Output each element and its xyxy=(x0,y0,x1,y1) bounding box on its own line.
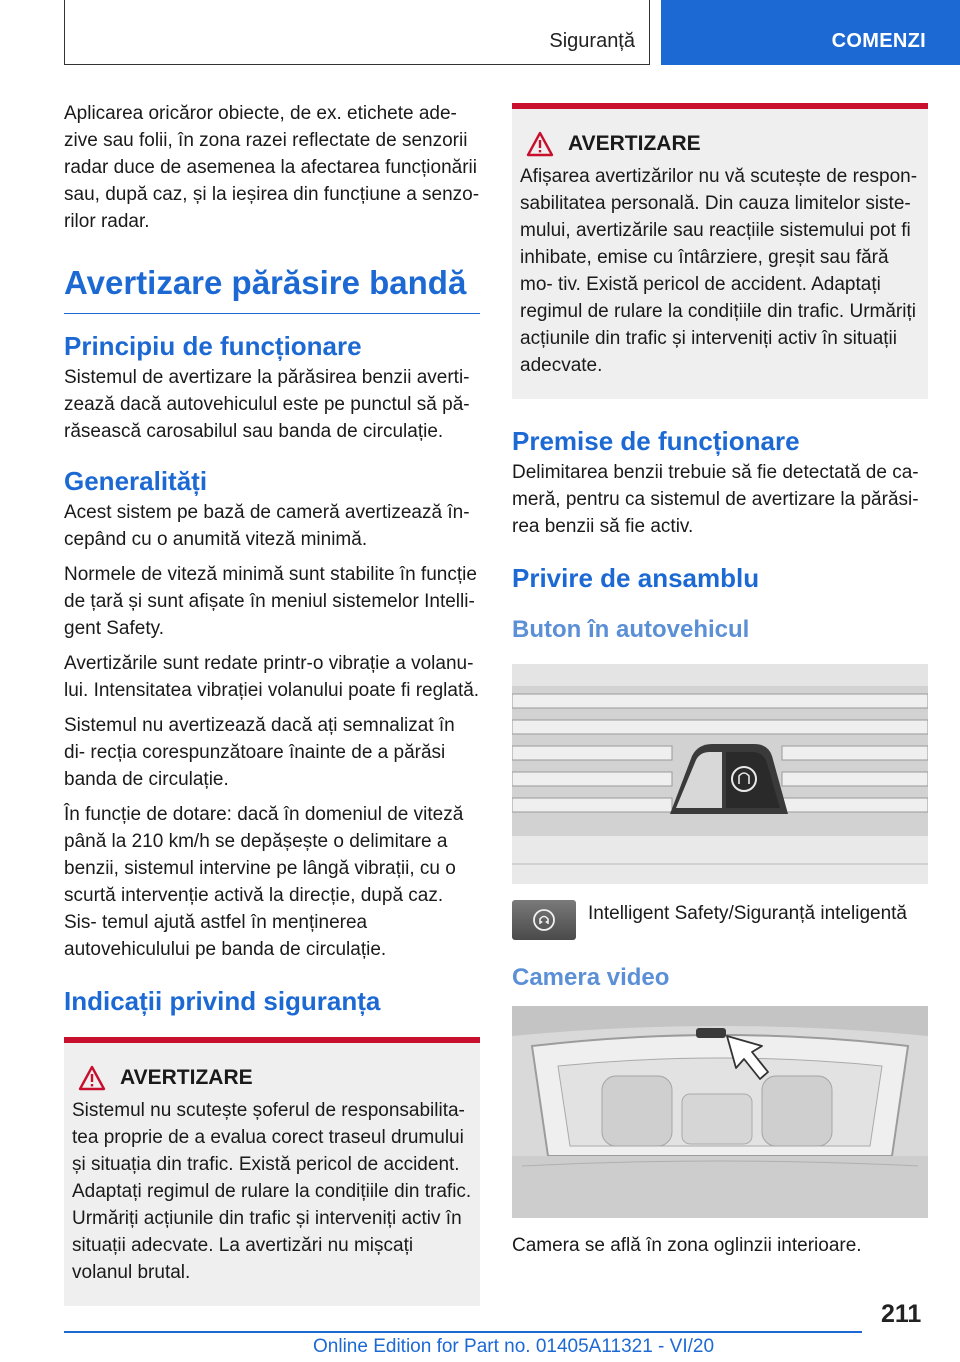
intelligent-safety-icon xyxy=(512,900,576,940)
paragraph-gen-3: Avertizările sunt redate printr-o vibrație a volanu- lui. Intensitatea vibrației volanului poate fi reglată. xyxy=(64,653,480,701)
warning-box-right xyxy=(512,103,928,399)
warning-text-left: Sistemul nu scutește șoferul de responsabilita- tea proprie de a evalua corect traseul drumului și situația din trafic. Există pericol de accident. Adaptați regimul de rulare la condițiile din trafic. Urmăriți acțiunile din trafic și interveniți activ în situații adecvate. La avertizări nu mișcați volanul brutal. xyxy=(72,1100,472,1283)
footer-divider xyxy=(64,1331,862,1333)
paragraph-gen-5: În funcție de dotare: dacă în domeniul de viteză până la 210 km/h se depășește o delimitare a benzii, sistemul intervine pe lângă vibrații, cu o scurtă intervenție activă la direcție, după caz. Sis- temul ajută astfel în menținerea autovehiculului pe banda de circulație. xyxy=(64,804,464,960)
footer-edition: Online Edition for Part no. 01405A11321 - VI/20 xyxy=(313,1336,715,1357)
header-section-tab xyxy=(64,0,650,65)
dashboard-button-image xyxy=(512,664,928,884)
header-section-label: Siguranță xyxy=(549,30,635,52)
camera-location-image xyxy=(512,1006,928,1218)
camera-caption: Camera se află în zona oglinzii interioare. xyxy=(512,1235,862,1256)
button-legend-row xyxy=(512,900,928,940)
header-chapter-tab xyxy=(661,0,960,65)
left-column xyxy=(64,100,480,1306)
car-interior-illustration xyxy=(512,1006,928,1218)
warning-title-text: AVERTIZARE xyxy=(568,132,701,155)
heading-indicatii: Indicații privind siguranța xyxy=(64,986,381,1016)
warning-title-left xyxy=(78,1065,472,1091)
paragraph-gen-2: Normele de viteză minimă sunt stabilite în funcție de țară și sunt afișate în meniul sistemelor Intelli- gent Safety. xyxy=(64,564,477,639)
heading-camera: Camera video xyxy=(512,964,670,991)
paragraph-premise: Delimitarea benzii trebuie să fie detectată de ca- meră, pentru ca sistemul de avertizare la părăsi- rea benzii să fie activ. xyxy=(512,462,919,537)
warning-text-right: Afișarea avertizărilor nu vă scutește de respon- sabilitatea personală. Din cauza limitelor siste- mului, avertizările sau reacțiile sistemului pot fi inhibate, emise cu întârziere, greșit sau fără mo- tiv. Există pericol de accident. Adaptați regimul de rulare la condițiile din trafic. Urmăriți acțiunile din trafic și interveniți activ în situații adecvate. xyxy=(520,166,918,376)
warning-title-text: AVERTIZARE xyxy=(120,1066,253,1089)
right-column xyxy=(512,103,928,1267)
header-chapter-label: COMENZI xyxy=(831,30,926,52)
warning-box-left xyxy=(64,1037,480,1306)
warning-triangle-icon xyxy=(526,131,554,157)
page-number: 211 xyxy=(881,1300,922,1328)
paragraph-gen-4: Sistemul nu avertizează dacă ați semnalizat în di- recția corespunzătoare înainte de a părăsi banda de circulație. xyxy=(64,715,455,790)
heading-principiu: Principiu de funcționare xyxy=(64,331,362,361)
heading-privire: Privire de ansamblu xyxy=(512,563,760,593)
heading-generalitati: Generalități xyxy=(64,466,208,496)
heading-buton: Buton în autovehicul xyxy=(512,616,750,643)
intro-paragraph: Aplicarea oricăror obiecte, de ex. etichete ade- zive sau folii, în zona razei reflectate de senzorii radar duce de asemenea la afectarea funcționării sau, după caz, și la ieșirea din funcțiune a senzo- rilor radar. xyxy=(64,103,480,232)
dashboard-vent-illustration xyxy=(512,664,928,884)
button-caption: Intelligent Safety/Siguranță inteligentă xyxy=(588,903,907,924)
paragraph-principiu: Sistemul de avertizare la părăsirea benzii averti- zează dacă autovehiculul este pe punctul să pă- răsească carosabilul sau banda de circulație. xyxy=(64,367,470,442)
warning-triangle-icon xyxy=(78,1065,106,1091)
paragraph-gen-1: Acest sistem pe bază de cameră avertizează în- cepând cu o anumită viteză minimă. xyxy=(64,502,470,550)
main-heading: Avertizare părăsire bandă xyxy=(64,263,480,314)
heading-premise: Premise de funcționare xyxy=(512,426,800,456)
warning-title-right xyxy=(526,131,920,157)
